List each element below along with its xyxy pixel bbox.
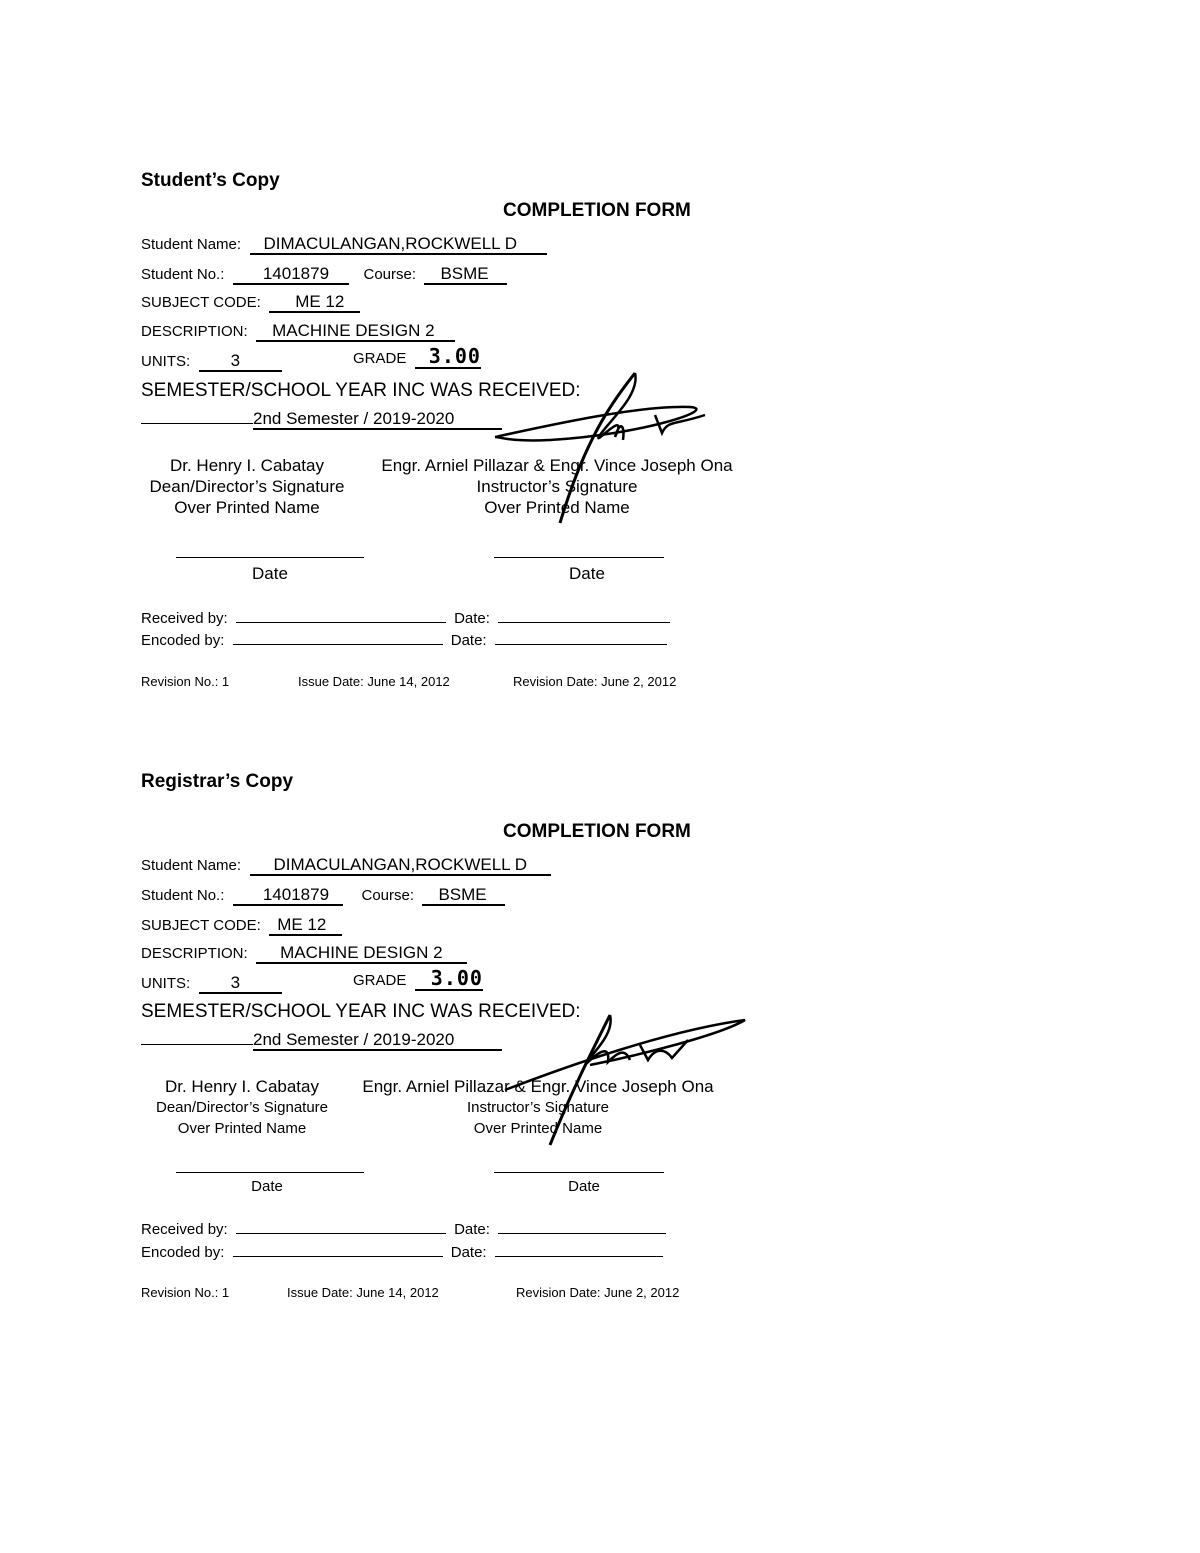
encoded-date-field[interactable] <box>495 644 667 645</box>
course-field[interactable]: BSME <box>424 265 506 285</box>
encoded-field[interactable] <box>233 644 443 645</box>
subject-code-row <box>141 293 360 313</box>
student-name-label: Student Name: <box>141 236 242 253</box>
units-row <box>141 974 282 994</box>
instructor-sub: Over Printed Name <box>484 498 630 517</box>
revision-no: Revision No.: 1 <box>141 674 230 689</box>
dean-signature-block <box>133 455 361 518</box>
description-field[interactable]: MACHINE DESIGN 2 <box>256 944 466 964</box>
semester-blank <box>141 1044 253 1045</box>
units-label: UNITS: <box>141 353 191 370</box>
instructor-name: Engr. Arniel Pillazar & Engr. Vince Joseph Ona <box>362 1077 714 1096</box>
description-row <box>141 322 455 342</box>
received-date-label: Date: <box>454 610 490 627</box>
grade-label: GRADE <box>353 972 407 989</box>
encoded-row <box>141 633 667 648</box>
dean-date-label: Date <box>252 564 288 583</box>
form-title: COMPLETION FORM <box>503 821 691 842</box>
instructor-name: Engr. Arniel Pillazar & Engr. Vince Joseph Ona <box>381 456 733 475</box>
encoded-date-label: Date: <box>450 632 487 649</box>
student-name-row <box>141 235 547 255</box>
student-no-field[interactable]: 1401879 <box>233 265 349 285</box>
units-row <box>141 352 282 372</box>
received-date-label: Date: <box>454 1221 490 1238</box>
dean-date-line[interactable] <box>176 557 364 558</box>
instructor-signature-mark <box>490 365 720 530</box>
units-field[interactable]: 3 <box>199 352 282 372</box>
received-date-field[interactable] <box>498 1233 666 1234</box>
encoded-date-label: Date: <box>450 1244 487 1261</box>
issue-date: Issue Date: June 14, 2012 <box>287 1285 439 1300</box>
copy-title: Student’s Copy <box>141 170 280 191</box>
student-no-row <box>141 886 505 906</box>
received-field[interactable] <box>236 622 446 623</box>
dean-title: Dean/Director’s Signature <box>155 1099 329 1116</box>
student-name-row <box>141 856 551 876</box>
received-field[interactable] <box>236 1233 446 1234</box>
encoded-date-field[interactable] <box>495 1256 663 1257</box>
instructor-date-line[interactable] <box>494 1172 664 1173</box>
subject-code-label: SUBJECT CODE: <box>141 917 261 934</box>
issue-date: Issue Date: June 14, 2012 <box>298 674 450 689</box>
student-no-field[interactable]: 1401879 <box>233 886 343 906</box>
grade-row <box>353 346 481 369</box>
encoded-label: Encoded by: <box>141 1244 225 1261</box>
student-no-row <box>141 265 507 285</box>
grade-row <box>353 968 483 991</box>
grade-label: GRADE <box>353 350 407 367</box>
received-label: Received by: <box>141 1221 228 1238</box>
description-row <box>141 944 467 964</box>
student-name-field[interactable]: DIMACULANGAN,ROCKWELL D <box>250 235 547 255</box>
instructor-sub: Over Printed Name <box>473 1120 603 1137</box>
dean-date-line[interactable] <box>176 1172 364 1173</box>
description-label: DESCRIPTION: <box>141 323 248 340</box>
dean-name: Dr. Henry I. Cabatay <box>164 1077 319 1096</box>
subject-code-field[interactable]: ME 12 <box>269 293 360 313</box>
dean-signature-block <box>128 1076 356 1139</box>
dean-date-label: Date <box>251 1178 283 1195</box>
instructor-date-label: Date <box>569 564 605 583</box>
received-row <box>141 1222 666 1237</box>
encoded-label: Encoded by: <box>141 632 225 649</box>
units-field[interactable]: 3 <box>199 974 282 994</box>
course-label: Course: <box>361 887 415 904</box>
semester-field[interactable]: 2nd Semester / 2019-2020 <box>253 1030 502 1051</box>
semester-heading: SEMESTER/SCHOOL YEAR INC WAS RECEIVED: <box>141 380 581 401</box>
received-date-field[interactable] <box>498 622 670 623</box>
course-field[interactable]: BSME <box>422 886 504 906</box>
course-label: Course: <box>363 266 417 283</box>
instructor-title: Instructor’s Signature <box>476 477 638 496</box>
grade-field[interactable]: 3.00 <box>415 968 483 991</box>
grade-field[interactable]: 3.00 <box>415 346 481 369</box>
subject-code-field[interactable]: ME 12 <box>269 916 342 936</box>
description-label: DESCRIPTION: <box>141 945 248 962</box>
revision-no: Revision No.: 1 <box>141 1285 230 1300</box>
student-name-field[interactable]: DIMACULANGAN,ROCKWELL D <box>250 856 551 876</box>
form-title: COMPLETION FORM <box>503 200 691 221</box>
semester-row <box>141 1031 502 1049</box>
dean-title: Dean/Director’s Signature <box>149 477 345 496</box>
subject-code-label: SUBJECT CODE: <box>141 294 261 311</box>
encoded-row <box>141 1245 663 1260</box>
semester-blank <box>141 423 253 424</box>
encoded-field[interactable] <box>233 1256 443 1257</box>
received-label: Received by: <box>141 610 228 627</box>
semester-heading: SEMESTER/SCHOOL YEAR INC WAS RECEIVED: <box>141 1001 581 1022</box>
dean-sub: Over Printed Name <box>177 1120 307 1137</box>
revision-date: Revision Date: June 2, 2012 <box>513 674 677 689</box>
instructor-signature-mark <box>490 1010 750 1150</box>
dean-sub: Over Printed Name <box>174 498 320 517</box>
revision-date: Revision Date: June 2, 2012 <box>516 1285 680 1300</box>
units-label: UNITS: <box>141 975 191 992</box>
description-field[interactable]: MACHINE DESIGN 2 <box>256 322 454 342</box>
semester-field[interactable]: 2nd Semester / 2019-2020 <box>253 409 502 430</box>
instructor-date-line[interactable] <box>494 557 664 558</box>
copy-title: Registrar’s Copy <box>141 771 294 792</box>
instructor-date-label: Date <box>568 1178 600 1195</box>
student-no-label: Student No.: <box>141 887 225 904</box>
received-row <box>141 611 670 626</box>
student-name-label: Student Name: <box>141 857 242 874</box>
student-no-label: Student No.: <box>141 266 225 283</box>
semester-row <box>141 410 502 428</box>
subject-code-row <box>141 916 342 936</box>
instructor-title: Instructor’s Signature <box>466 1099 610 1116</box>
dean-name: Dr. Henry I. Cabatay <box>169 456 324 475</box>
